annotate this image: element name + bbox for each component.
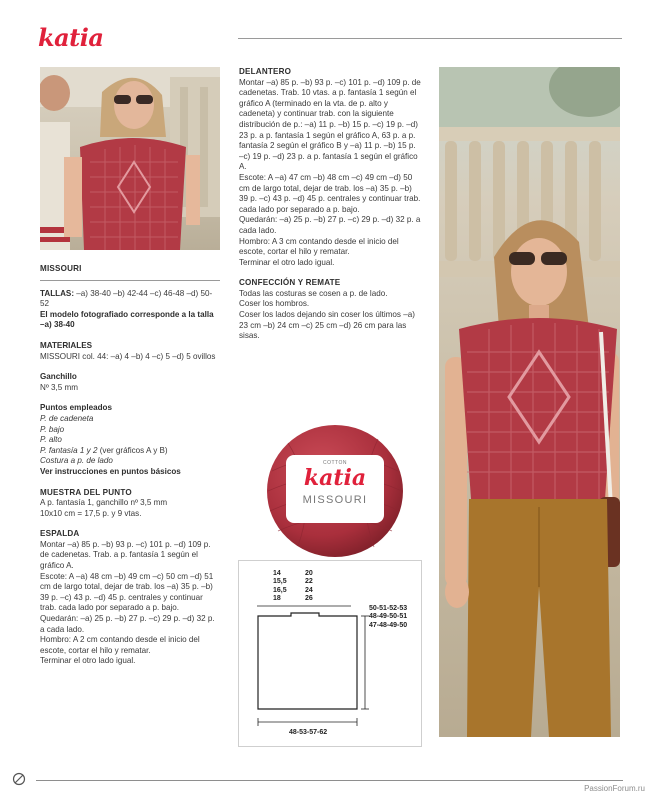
puntos-item	[40, 425, 220, 436]
muestra-line-1: A p. fantasía 1, ganchillo nº 3,5 mm	[40, 498, 168, 508]
yarn-brand: katia	[303, 465, 367, 491]
schematic-drawing	[239, 561, 421, 746]
delantero-escote: Escote: A –a) 47 cm –b) 48 cm –c) 49 cm –d) 50 cm de largo total, dejar de trab. los –a) 35 p. –b) 39 p. –c) 43 p. –d) 45 p. centrales y continuar trab. cada lado por separado a p. bajo.	[239, 172, 421, 214]
yarn-ball-image	[258, 421, 412, 561]
ganchillo-title: Ganchillo	[40, 372, 77, 382]
watermark: PassionForum.ru	[584, 784, 645, 793]
schematic-label: 14	[273, 570, 281, 577]
model-photo-large	[439, 67, 620, 737]
middle-column	[239, 67, 421, 342]
top-divider	[238, 38, 622, 39]
schematic-label: 15,5	[273, 578, 287, 586]
tallas-label: TALLAS:	[40, 288, 75, 298]
puntos-fantasia-note: (ver gráficos A y B)	[97, 445, 168, 455]
delantero-montar: Montar –a) 85 p. –b) 93 p. –c) 101 p. –d) 109 p. de cadenetas. Trab. 10 vtas. a p. fantasía 1 según el gráfico A (terminado en la vta. de p. alto y cadeneta) y continuar trab. con la siguiente distribución de p.: –a) 11 p. –b) 15 p. –c) 19 p. –d) 23 p. a p. fantasía 1 según el gráfico A, 63 p. a p. fantasía 2 según el gráfico B y –a) 11 p. –b) 15 p. –c) 19 p. –d) 23 p. a p. fantasía 1 según el gráfico A.	[239, 77, 421, 172]
confeccion-1: Todas las costuras se cosen a p. de lado.	[239, 288, 388, 298]
schematic-label: 20	[305, 570, 313, 577]
schematic-bottom-label: 48-53-57-62	[289, 729, 328, 736]
garment-schematic	[238, 560, 422, 747]
puntos-costura-text: Costura a p. de lado	[40, 456, 113, 466]
model-note: El modelo fotografiado corresponde a la talla –a) 38-40	[40, 309, 214, 330]
materiales-text: MISSOURI col. 44: –a) 4 –b) 4 –c) 5 –d) 5 ovillos	[40, 351, 216, 361]
puntos-fantasia	[40, 446, 220, 457]
yarn-label	[286, 455, 384, 523]
footer-divider	[36, 780, 623, 781]
muestra-title: MUESTRA DEL PUNTO	[40, 487, 132, 497]
tallas	[40, 289, 220, 310]
schematic-label: 48-49-50-51	[369, 613, 408, 621]
espalda-escote: Escote: A –a) 48 cm –b) 49 cm –c) 50 cm –d) 51 cm de largo total, dejar de trab. los –a) 35 p. –b) 39 p. –c) 43 p. –d) 45 p. centrales y continuar trab. cada lado por separado a p. bajo.	[40, 571, 214, 613]
schematic-label: 18	[273, 595, 281, 603]
tallas-values: –a) 38-40 –b) 42-44 –c) 46-48 –d) 50-52	[40, 288, 213, 309]
schematic-label: 26	[305, 595, 313, 603]
schematic-label: 16,5	[273, 586, 287, 594]
puntos-item-text: P. de cadeneta	[40, 413, 94, 423]
puntos-item	[40, 414, 220, 425]
section-divider	[40, 280, 220, 281]
schematic-label: 22	[305, 578, 313, 586]
schematic-label: 50-51-52-53	[369, 605, 408, 612]
model-photo-small-illustration	[40, 67, 220, 250]
puntos-item-text: P. bajo	[40, 424, 65, 434]
espalda-quedaran: Quedarán: –a) 25 p. –b) 27 p. –c) 29 p. –d) 32 p. a cada lado.	[40, 614, 215, 634]
delantero-terminar: Terminar el otro lado igual.	[239, 257, 335, 267]
materiales-title: MATERIALES	[40, 340, 93, 350]
yarn-name: MISSOURI	[302, 494, 368, 506]
puntos-basicos: Ver instrucciones en puntos básicos	[40, 466, 181, 476]
puntos-item-text: P. alto	[40, 435, 62, 445]
delantero-quedaran: Quedarán: –a) 25 p. –b) 27 p. –c) 29 p. –d) 32 p. a cada lado.	[239, 215, 421, 235]
schematic-right-labels	[369, 605, 407, 630]
yarn-badge: COTTON	[322, 460, 348, 466]
delantero-hombro: Hombro: A 3 cm contando desde el inicio del escote, cortar el hilo y rematar.	[239, 236, 399, 257]
left-column	[40, 264, 220, 667]
puntos-costura	[40, 456, 220, 467]
schematic-label: 24	[305, 586, 313, 594]
puntos-fantasia-text: P. fantasía 1 y 2	[40, 445, 98, 455]
katia-logo: katia	[38, 23, 104, 52]
model-photo-small	[40, 67, 220, 250]
ganchillo-text: Nº 3,5 mm	[40, 382, 79, 392]
product-title: MISSOURI	[40, 264, 82, 273]
puntos-item	[40, 435, 220, 446]
espalda-hombro: Hombro: A 2 cm contando desde el inicio del escote, cortar el hilo y rematar.	[40, 635, 200, 655]
crochet-hook-icon	[12, 772, 26, 786]
confeccion-3: Coser los lados dejando sin coser los últimos –a) 23 cm –b) 24 cm –c) 25 cm –d) 26 cm para las sisas.	[239, 310, 415, 341]
delantero-title: DELANTERO	[239, 67, 292, 76]
confeccion-2: Coser los hombros.	[239, 299, 310, 309]
confeccion-title: CONFECCIÓN Y REMATE	[239, 278, 341, 288]
model-photo-large-illustration	[439, 67, 620, 737]
schematic-label: 47-48-49-50	[369, 621, 408, 629]
espalda-terminar: Terminar el otro lado igual.	[40, 656, 136, 666]
espalda-montar: Montar –a) 85 p. –b) 93 p. –c) 101 p. –d) 109 p. de cadenetas. Trab. a p. fantasía 1 según el gráfico A.	[40, 539, 211, 571]
puntos-title: Puntos empleados	[40, 403, 112, 413]
muestra-line-2: 10x10 cm = 17,5 p. y 9 vtas.	[40, 508, 142, 518]
espalda-title: ESPALDA	[40, 529, 80, 539]
